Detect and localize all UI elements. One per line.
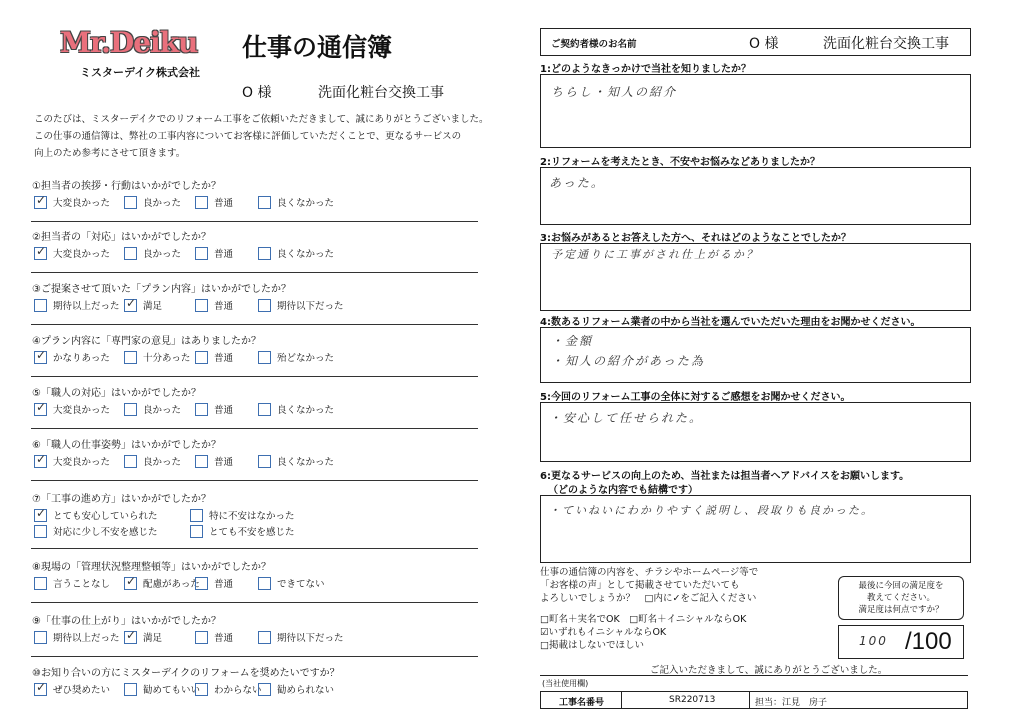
checkbox-icon[interactable] — [34, 631, 47, 644]
checkbox-icon[interactable] — [195, 683, 208, 696]
checkbox-icon[interactable] — [124, 299, 137, 312]
checkbox-icon[interactable] — [34, 577, 47, 590]
company-logo: Mr.Deiku — [60, 26, 198, 59]
question-1-option-2[interactable]: 良かった — [124, 195, 181, 209]
question-6-label: ⑥「職人の仕事姿勢」はいかがでしたか？ — [32, 440, 221, 451]
checkbox-icon[interactable] — [258, 196, 271, 209]
checkbox-icon[interactable] — [258, 631, 271, 644]
checkbox-icon[interactable] — [34, 509, 47, 522]
publish-options: □町名＋実名でOK □町名＋イニシャルならOK ☑いずれもイニシャルならOK □掲載はしないでほしい — [540, 614, 747, 651]
thanks-text: ご記入いただきまして、誠にありがとうございました。 — [650, 665, 888, 676]
question-3-option-2[interactable]: ✓ 満足 — [124, 298, 162, 312]
question-2-option-2[interactable]: 良かった — [124, 246, 181, 260]
customer-name: O 様 — [242, 85, 272, 101]
checkbox-icon[interactable] — [34, 196, 47, 209]
question-1-label: ①担当者の挨拶・行動はいかがでしたか？ — [32, 181, 221, 192]
question-6-option-3[interactable]: 普通 — [195, 454, 233, 468]
q1-label: 1:どのようなきっかけで当社を知りましたか？ — [540, 64, 751, 75]
question-9-label: ⑨「仕事の仕上がり」はいかがでしたか？ — [32, 616, 221, 627]
divider — [31, 376, 478, 377]
checkbox-icon[interactable] — [195, 351, 208, 364]
question-8-option-2[interactable]: ✓ 配慮があった — [124, 576, 200, 590]
checkbox-icon[interactable] — [34, 683, 47, 696]
question-8-option-1[interactable]: 言うことなし — [34, 576, 110, 590]
company-name: ミスターデイク株式会社 — [80, 66, 201, 79]
question-4-option-2[interactable]: 十分あった — [124, 350, 190, 364]
checkbox-icon[interactable] — [195, 196, 208, 209]
question-3-option-4[interactable]: 期待以下だった — [258, 298, 344, 312]
q1-answer-box: ちらし・知人の紹介 — [540, 74, 971, 148]
checkbox-icon[interactable] — [34, 247, 47, 260]
question-7-label: ⑦「工事の進め方」はいかがでしたか？ — [32, 494, 211, 505]
question-7-option-4[interactable]: とても不安を感じた — [190, 524, 295, 538]
satisfaction-prompt: 最後に今回の満足度を 教えてください。 満足度は何点ですか？ — [838, 576, 964, 620]
question-1-option-3[interactable]: 普通 — [195, 195, 233, 209]
checkbox-icon[interactable] — [195, 247, 208, 260]
internal-use-table: 工事名番号 SR220713 担当：江見 房子 — [540, 691, 968, 709]
checkbox-icon[interactable] — [34, 525, 47, 538]
question-6-option-4[interactable]: 良くなかった — [258, 454, 334, 468]
checkbox-icon[interactable] — [258, 403, 271, 416]
divider — [31, 272, 478, 273]
checkbox-icon[interactable] — [34, 299, 47, 312]
q3-label: 3:お悩みがあるとお答えした方へ、それはどのようなことでしたか？ — [540, 233, 851, 244]
checkbox-icon[interactable] — [124, 351, 137, 364]
question-7-option-2[interactable]: 特に不安はなかった — [190, 508, 295, 522]
checkbox-icon[interactable] — [124, 631, 137, 644]
name-box: ご契約者様のお名前 O 様 洗面化粧台交換工事 — [540, 28, 971, 56]
q4-answer-box: ・金額 ・知人の紹介があった為 — [540, 327, 971, 383]
question-5-option-4[interactable]: 良くなかった — [258, 402, 334, 416]
divider — [31, 428, 478, 429]
checkbox-icon[interactable] — [190, 525, 203, 538]
question-9-option-3[interactable]: 普通 — [195, 630, 233, 644]
q5-answer-box: ・安心して任せられた。 — [540, 402, 971, 462]
q6-answer-box: ・ていねいにわかりやすく説明し、段取りも良かった。 — [540, 495, 971, 563]
question-4-label: ④プラン内容に「専門家の意見」はありましたか？ — [32, 336, 261, 347]
divider — [31, 221, 478, 222]
checkbox-icon[interactable] — [258, 683, 271, 696]
question-2-option-3[interactable]: 普通 — [195, 246, 233, 260]
checkbox-icon[interactable] — [34, 403, 47, 416]
question-9-option-1[interactable]: 期待以上だった — [34, 630, 120, 644]
q2-label: 2:リフォームを考えたとき、不安やお悩みなどありましたか？ — [540, 157, 821, 168]
checkbox-icon[interactable] — [124, 403, 137, 416]
checkbox-icon[interactable] — [190, 509, 203, 522]
checkbox-icon[interactable] — [195, 577, 208, 590]
question-9-option-2[interactable]: ✓ 満足 — [124, 630, 162, 644]
publish-consent: 仕事の通信簿の内容を、チラシやホームページ等で 「お客様の声」として掲載させていただいても よろしいでしょうか？ □内に✓をご記入ください — [540, 567, 759, 604]
checkbox-icon[interactable] — [124, 247, 137, 260]
question-3-option-1[interactable]: 期待以上だった — [34, 298, 120, 312]
divider — [31, 602, 478, 603]
question-3-label: ③ご提案させて頂いた「プラン内容」はいかがでしたか？ — [32, 284, 291, 295]
divider — [31, 548, 478, 549]
q6-note: （どのような内容でも結構です） — [548, 485, 698, 496]
question-2-label: ②担当者の「対応」はいかがでしたか？ — [32, 232, 211, 243]
checkbox-icon[interactable] — [34, 351, 47, 364]
question-10-option-2[interactable]: 勧めてもいい — [124, 682, 200, 696]
divider — [31, 324, 478, 325]
checkbox-icon[interactable] — [258, 577, 271, 590]
question-4-option-1[interactable]: ✓ かなりあった — [34, 350, 110, 364]
question-3-option-3[interactable]: 普通 — [195, 298, 233, 312]
checkbox-icon[interactable] — [258, 351, 271, 364]
checkbox-icon[interactable] — [124, 196, 137, 209]
checkbox-icon[interactable] — [195, 403, 208, 416]
question-8-option-4[interactable]: できてない — [258, 576, 325, 590]
divider — [31, 656, 478, 657]
work-name: 洗面化粧台交換工事 — [318, 85, 444, 101]
question-2-option-4[interactable]: 良くなかった — [258, 246, 334, 260]
satisfaction-score: 100 /100 — [838, 625, 964, 659]
question-9-option-4[interactable]: 期待以下だった — [258, 630, 344, 644]
q3-answer-box: 予定通りに工事がされ仕上がるか？ — [540, 243, 971, 311]
question-8-option-3[interactable]: 普通 — [195, 576, 233, 590]
question-7-option-1[interactable]: ✓ とても安心していられた — [34, 508, 158, 522]
question-10-option-1[interactable]: ✓ ぜひ奨めたい — [34, 682, 110, 696]
question-4-option-3[interactable]: 普通 — [195, 350, 233, 364]
question-1-option-4[interactable]: 良くなかった — [258, 195, 334, 209]
question-8-label: ⑧現場の「管理状況整理整頓等」はいかがでしたか？ — [32, 562, 271, 573]
question-6-option-2[interactable]: 良かった — [124, 454, 181, 468]
question-10-option-4[interactable]: 勧められない — [258, 682, 334, 696]
checkbox-icon[interactable] — [258, 455, 271, 468]
checkbox-icon[interactable] — [195, 631, 208, 644]
page-title: 仕事の通信簿 — [242, 33, 393, 62]
question-5-option-3[interactable]: 普通 — [195, 402, 233, 416]
checkbox-icon[interactable] — [195, 455, 208, 468]
question-5-option-2[interactable]: 良かった — [124, 402, 181, 416]
q5-label: 5:今回のリフォーム工事の全体に対するご感想をお聞かせください。 — [540, 392, 851, 403]
q4-label: 4:数あるリフォーム業者の中から当社を選んでいただいた理由をお聞かせください。 — [540, 317, 921, 328]
checkbox-icon[interactable] — [34, 455, 47, 468]
internal-use-label: (当社使用欄) — [542, 679, 589, 688]
question-1-option-1[interactable]: ✓ 大変良かった — [34, 195, 110, 209]
question-7-option-3[interactable]: 対応に少し不安を感じた — [34, 524, 158, 538]
checkbox-icon[interactable] — [195, 299, 208, 312]
question-5-option-1[interactable]: ✓ 大変良かった — [34, 402, 110, 416]
question-10-label: ⑩お知り合いの方にミスターデイクのリフォームを奨めたいですか？ — [32, 668, 340, 679]
checkbox-icon[interactable] — [258, 247, 271, 260]
checkbox-icon[interactable] — [258, 299, 271, 312]
checkbox-icon[interactable] — [124, 577, 137, 590]
question-2-option-1[interactable]: ✓ 大変良かった — [34, 246, 110, 260]
question-6-option-1[interactable]: ✓ 大変良かった — [34, 454, 110, 468]
intro-text: このたびは、ミスターデイクでのリフォーム工事をご依頼いただきまして、誠にありがとうございました。 この仕事の通信簿は、弊社の工事内容についてお客様に評価していただくことで、更なるサービスの 向上のため参考にさせて頂きます。 — [34, 114, 489, 159]
question-10-option-3[interactable]: わからない — [195, 682, 262, 696]
q6-label: 6:更なるサービスの向上のため、当社または担当者へアドバイスをお願いします。 — [540, 471, 910, 482]
question-5-label: ⑤「職人の対応」はいかがでしたか？ — [32, 388, 201, 399]
checkbox-icon[interactable] — [124, 683, 137, 696]
divider — [31, 480, 478, 481]
question-4-option-4[interactable]: 殆どなかった — [258, 350, 334, 364]
checkbox-icon[interactable] — [124, 455, 137, 468]
q2-answer-box: あった。 — [540, 167, 971, 225]
